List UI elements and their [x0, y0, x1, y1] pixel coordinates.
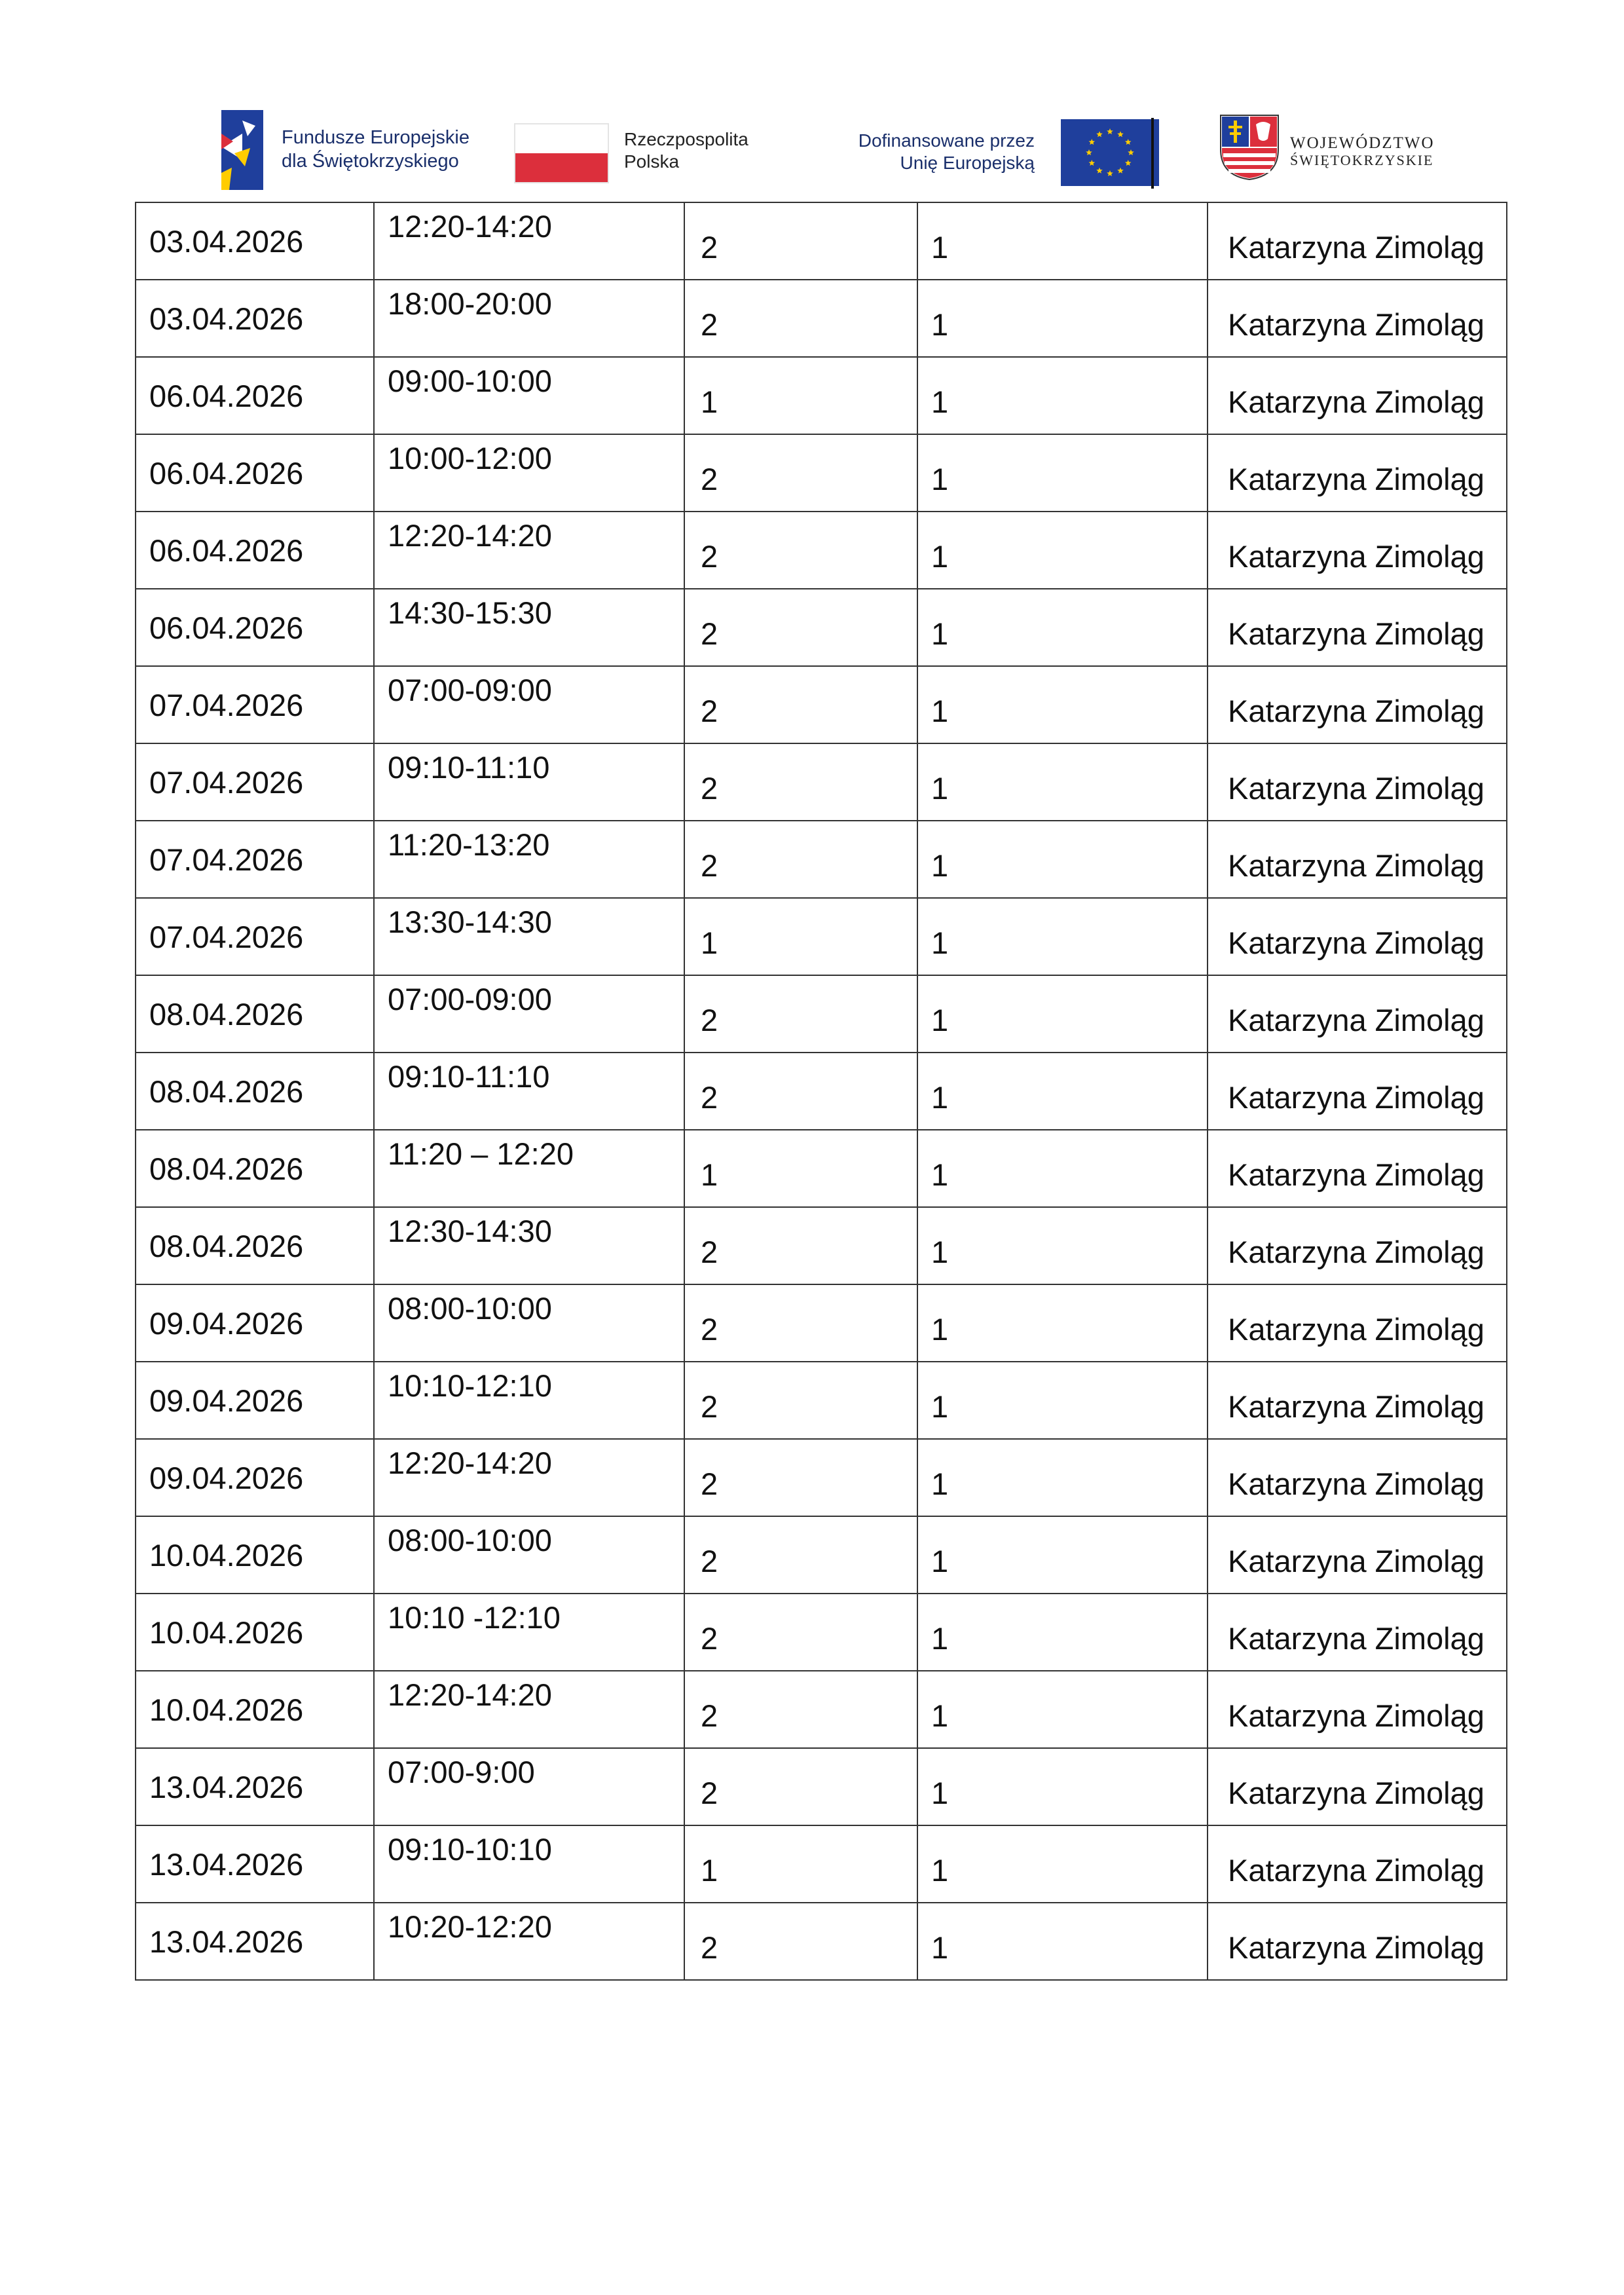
time-cell: 13:30-14:30 — [374, 898, 684, 975]
date-cell: 06.04.2026 — [136, 589, 374, 666]
group-cell: 1 — [917, 1439, 1208, 1516]
group-cell: 1 — [917, 202, 1208, 280]
trainer-cell: Katarzyna Zimoląg — [1208, 202, 1507, 280]
time-cell: 07:00-9:00 — [374, 1748, 684, 1825]
time-cell: 09:10-11:10 — [374, 1053, 684, 1130]
date-cell: 10.04.2026 — [136, 1671, 374, 1748]
table-row — [136, 280, 1507, 357]
sw-label — [1290, 135, 1435, 169]
fe-label — [282, 126, 470, 173]
time-cell: 07:00-09:00 — [374, 975, 684, 1053]
date-cell: 03.04.2026 — [136, 280, 374, 357]
fe-line1: Fundusze Europejskie — [282, 127, 470, 148]
hours-cell: 2 — [684, 821, 917, 898]
time-cell: 11:20 – 12:20 — [374, 1130, 684, 1207]
fe-line2: dla Świętokrzyskiego — [282, 151, 459, 172]
hours-cell: 1 — [684, 898, 917, 975]
hours-cell: 2 — [684, 1207, 917, 1284]
trainer-cell: Katarzyna Zimoląg — [1208, 1207, 1507, 1284]
logo-header — [216, 105, 1447, 196]
date-cell: 06.04.2026 — [136, 357, 374, 434]
table-row — [136, 743, 1507, 821]
trainer-cell: Katarzyna Zimoląg — [1208, 1671, 1507, 1748]
trainer-cell: Katarzyna Zimoląg — [1208, 1439, 1507, 1516]
trainer-cell: Katarzyna Zimoląg — [1208, 1130, 1507, 1207]
table-row — [136, 898, 1507, 975]
group-cell: 1 — [917, 1748, 1208, 1825]
trainer-cell: Katarzyna Zimoląg — [1208, 434, 1507, 512]
table-row — [136, 821, 1507, 898]
time-cell: 10:20-12:20 — [374, 1903, 684, 1980]
date-cell: 03.04.2026 — [136, 202, 374, 280]
polish-flag-icon — [514, 123, 609, 183]
group-cell: 1 — [917, 1053, 1208, 1130]
hours-cell: 2 — [684, 434, 917, 512]
logo-divider — [1151, 118, 1154, 189]
time-cell: 12:20-14:20 — [374, 202, 684, 280]
table-row — [136, 1825, 1507, 1903]
date-cell: 06.04.2026 — [136, 512, 374, 589]
time-cell: 12:20-14:20 — [374, 1671, 684, 1748]
time-cell: 09:10-11:10 — [374, 743, 684, 821]
fe-flag-icon — [216, 107, 268, 193]
wojewodztwo-swietokrzyskie-logo — [1218, 113, 1454, 191]
group-cell: 1 — [917, 1516, 1208, 1594]
date-cell: 09.04.2026 — [136, 1284, 374, 1362]
trainer-cell: Katarzyna Zimoląg — [1208, 821, 1507, 898]
date-cell: 10.04.2026 — [136, 1594, 374, 1671]
table-row — [136, 666, 1507, 743]
hours-cell: 1 — [684, 1825, 917, 1903]
hours-cell: 2 — [684, 589, 917, 666]
trainer-cell: Katarzyna Zimoląg — [1208, 898, 1507, 975]
table-row — [136, 589, 1507, 666]
date-cell: 10.04.2026 — [136, 1516, 374, 1594]
group-cell: 1 — [917, 1671, 1208, 1748]
date-cell: 09.04.2026 — [136, 1362, 374, 1439]
time-cell: 14:30-15:30 — [374, 589, 684, 666]
trainer-cell: Katarzyna Zimoląg — [1208, 357, 1507, 434]
time-cell: 09:00-10:00 — [374, 357, 684, 434]
trainer-cell: Katarzyna Zimoląg — [1208, 589, 1507, 666]
table-row — [136, 1053, 1507, 1130]
date-cell: 08.04.2026 — [136, 1130, 374, 1207]
group-cell: 1 — [917, 1130, 1208, 1207]
eu-label — [858, 130, 1035, 174]
table-row — [136, 1284, 1507, 1362]
table-row — [136, 1671, 1507, 1748]
rzeczpospolita-logo — [514, 105, 789, 196]
time-cell: 10:10 -12:10 — [374, 1594, 684, 1671]
hours-cell: 2 — [684, 1671, 917, 1748]
hours-cell: 2 — [684, 666, 917, 743]
group-cell: 1 — [917, 898, 1208, 975]
group-cell: 1 — [917, 821, 1208, 898]
fundusze-europejskie-logo — [216, 105, 517, 196]
time-cell: 08:00-10:00 — [374, 1284, 684, 1362]
group-cell: 1 — [917, 589, 1208, 666]
hours-cell: 2 — [684, 1516, 917, 1594]
table-row — [136, 1903, 1507, 1980]
time-cell: 12:20-14:20 — [374, 512, 684, 589]
eu-cofinancing-logo — [792, 105, 1159, 196]
time-cell: 08:00-10:00 — [374, 1516, 684, 1594]
trainer-cell: Katarzyna Zimoląg — [1208, 1053, 1507, 1130]
table-row — [136, 202, 1507, 280]
time-cell: 10:00-12:00 — [374, 434, 684, 512]
coat-of-arms-icon — [1218, 113, 1281, 181]
table-row — [136, 1130, 1507, 1207]
group-cell: 1 — [917, 1825, 1208, 1903]
trainer-cell: Katarzyna Zimoląg — [1208, 1825, 1507, 1903]
table-row — [136, 1439, 1507, 1516]
hours-cell: 2 — [684, 743, 917, 821]
date-cell: 13.04.2026 — [136, 1903, 374, 1980]
trainer-cell: Katarzyna Zimoląg — [1208, 1516, 1507, 1594]
trainer-cell: Katarzyna Zimoląg — [1208, 1284, 1507, 1362]
date-cell: 07.04.2026 — [136, 821, 374, 898]
hours-cell: 2 — [684, 1284, 917, 1362]
table-row — [136, 975, 1507, 1053]
hours-cell: 2 — [684, 1594, 917, 1671]
trainer-cell: Katarzyna Zimoląg — [1208, 743, 1507, 821]
date-cell: 07.04.2026 — [136, 898, 374, 975]
eu-line1: Dofinansowane przez — [858, 130, 1035, 151]
hours-cell: 2 — [684, 512, 917, 589]
date-cell: 08.04.2026 — [136, 975, 374, 1053]
table-row — [136, 1207, 1507, 1284]
time-cell: 09:10-10:10 — [374, 1825, 684, 1903]
hours-cell: 2 — [684, 975, 917, 1053]
table-row — [136, 1516, 1507, 1594]
trainer-cell: Katarzyna Zimoląg — [1208, 1362, 1507, 1439]
time-cell: 11:20-13:20 — [374, 821, 684, 898]
date-cell: 13.04.2026 — [136, 1748, 374, 1825]
group-cell: 1 — [917, 1362, 1208, 1439]
group-cell: 1 — [917, 975, 1208, 1053]
group-cell: 1 — [917, 1207, 1208, 1284]
hours-cell: 2 — [684, 1362, 917, 1439]
hours-cell: 2 — [684, 1053, 917, 1130]
group-cell: 1 — [917, 1903, 1208, 1980]
time-cell: 12:30-14:30 — [374, 1207, 684, 1284]
date-cell: 06.04.2026 — [136, 434, 374, 512]
group-cell: 1 — [917, 512, 1208, 589]
hours-cell: 2 — [684, 1748, 917, 1825]
group-cell: 1 — [917, 1284, 1208, 1362]
group-cell: 1 — [917, 743, 1208, 821]
table-row — [136, 1594, 1507, 1671]
table-row — [136, 357, 1507, 434]
group-cell: 1 — [917, 1594, 1208, 1671]
eu-line2: Unię Europejską — [900, 153, 1035, 173]
date-cell: 07.04.2026 — [136, 666, 374, 743]
sw-line2: ŚWIĘTOKRZYSKIE — [1290, 152, 1434, 168]
schedule-table-body — [136, 202, 1507, 1980]
hours-cell: 2 — [684, 1439, 917, 1516]
time-cell: 07:00-09:00 — [374, 666, 684, 743]
trainer-cell: Katarzyna Zimoląg — [1208, 1594, 1507, 1671]
date-cell: 09.04.2026 — [136, 1439, 374, 1516]
table-row — [136, 1748, 1507, 1825]
hours-cell: 1 — [684, 357, 917, 434]
sw-line1: WOJEWÓDZTWO — [1290, 134, 1435, 152]
group-cell: 1 — [917, 357, 1208, 434]
table-row — [136, 434, 1507, 512]
date-cell: 08.04.2026 — [136, 1053, 374, 1130]
rp-line2: Polska — [624, 151, 680, 172]
trainer-cell: Katarzyna Zimoląg — [1208, 280, 1507, 357]
rp-line1: Rzeczpospolita — [624, 129, 748, 149]
time-cell: 10:10-12:10 — [374, 1362, 684, 1439]
time-cell: 12:20-14:20 — [374, 1439, 684, 1516]
group-cell: 1 — [917, 666, 1208, 743]
trainer-cell: Katarzyna Zimoląg — [1208, 1748, 1507, 1825]
hours-cell: 2 — [684, 202, 917, 280]
hours-cell: 2 — [684, 280, 917, 357]
schedule-table — [135, 202, 1507, 1981]
time-cell: 18:00-20:00 — [374, 280, 684, 357]
group-cell: 1 — [917, 434, 1208, 512]
trainer-cell: Katarzyna Zimoląg — [1208, 975, 1507, 1053]
eu-flag-icon — [1061, 119, 1159, 186]
group-cell: 1 — [917, 280, 1208, 357]
rp-label — [624, 128, 748, 173]
date-cell: 13.04.2026 — [136, 1825, 374, 1903]
trainer-cell: Katarzyna Zimoląg — [1208, 512, 1507, 589]
trainer-cell: Katarzyna Zimoląg — [1208, 666, 1507, 743]
date-cell: 08.04.2026 — [136, 1207, 374, 1284]
hours-cell: 1 — [684, 1130, 917, 1207]
table-row — [136, 1362, 1507, 1439]
trainer-cell: Katarzyna Zimoląg — [1208, 1903, 1507, 1980]
date-cell: 07.04.2026 — [136, 743, 374, 821]
table-row — [136, 512, 1507, 589]
hours-cell: 2 — [684, 1903, 917, 1980]
